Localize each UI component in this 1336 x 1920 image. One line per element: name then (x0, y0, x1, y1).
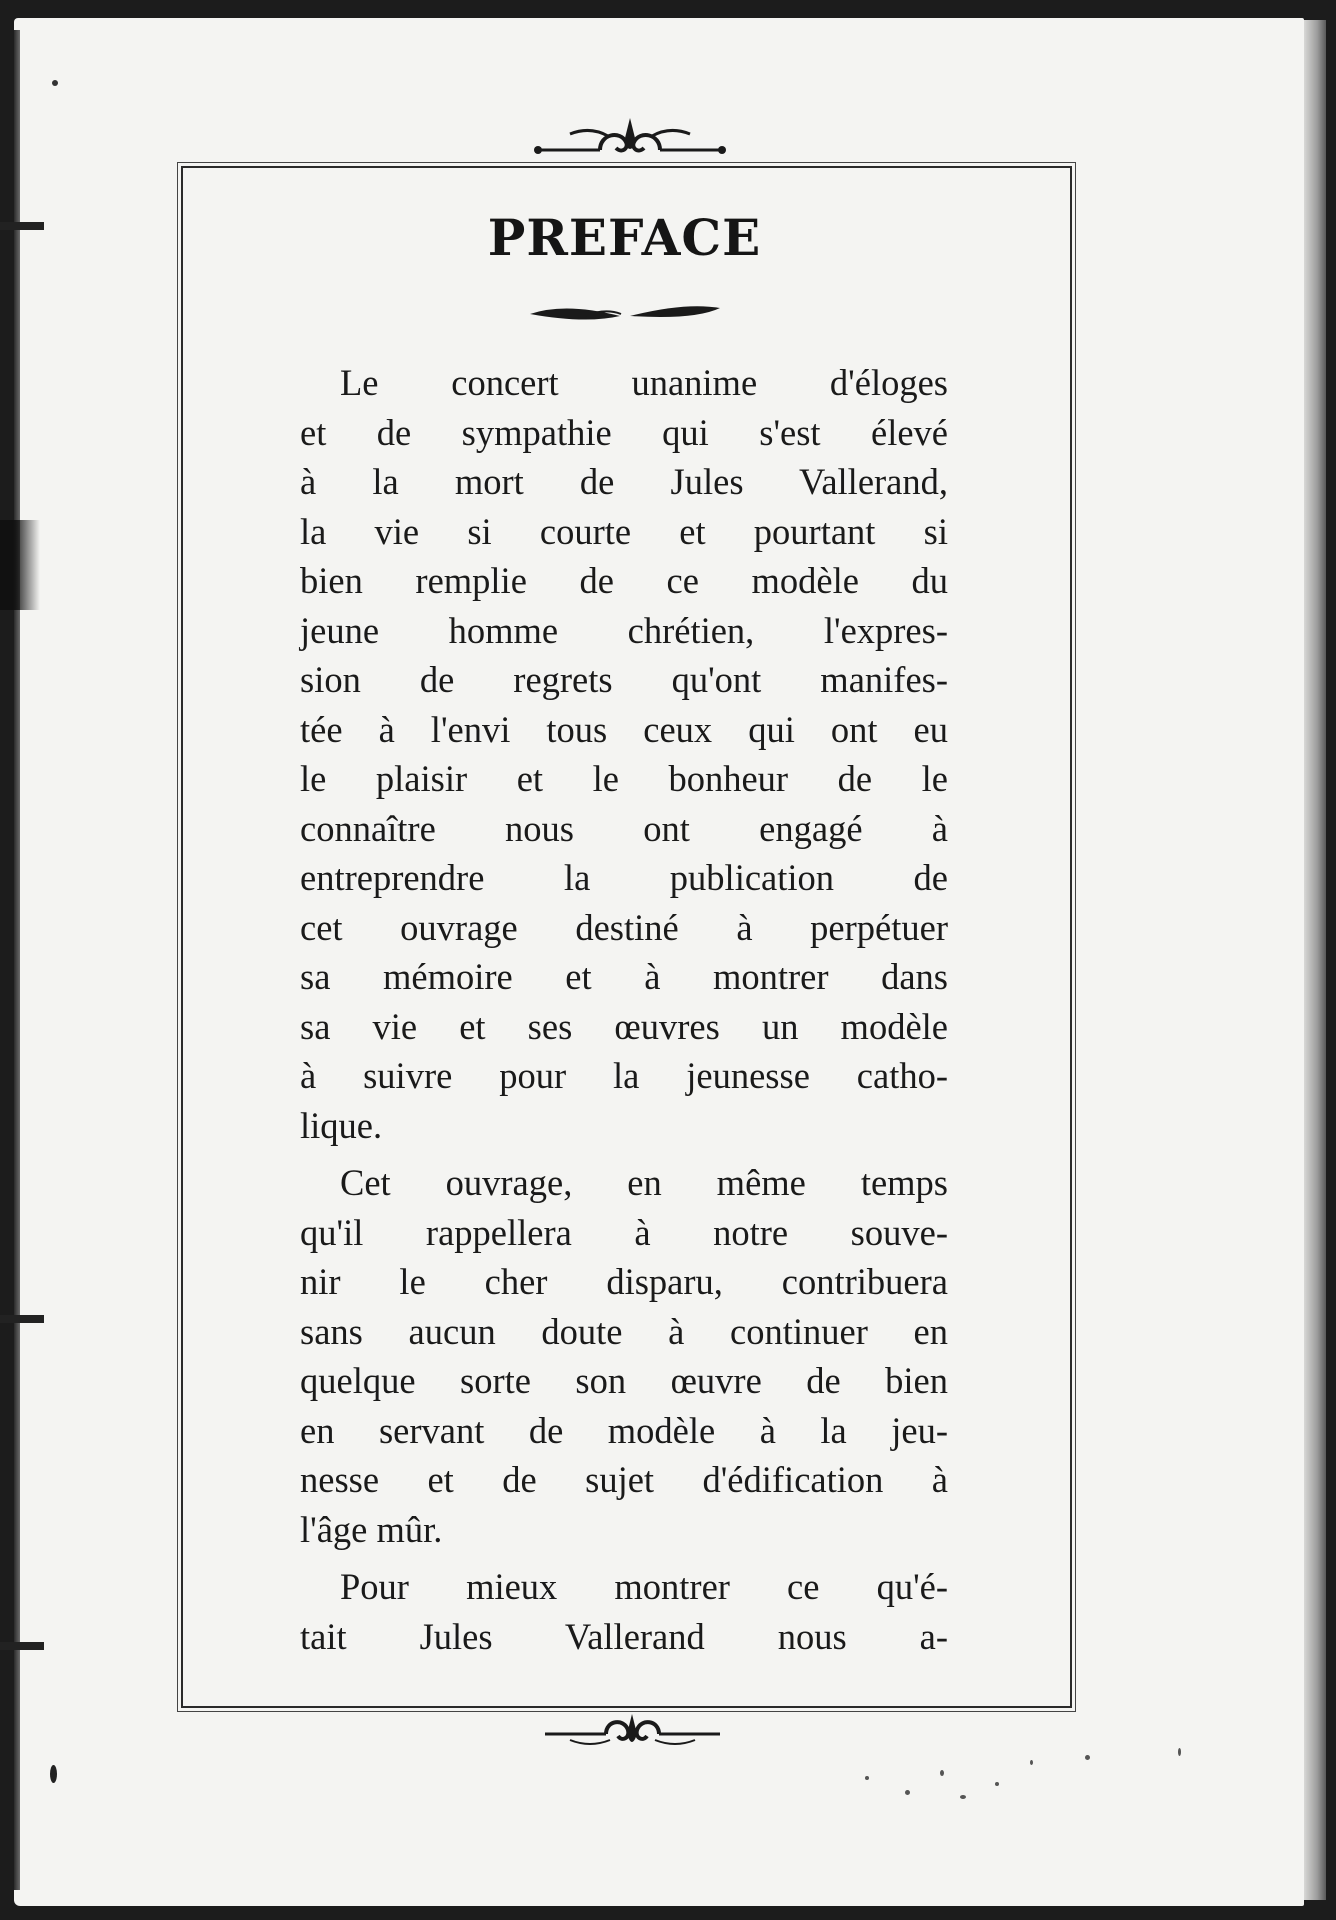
text-line: connaître nous ont engagé à (300, 807, 948, 849)
text-line: tée à l'envi tous ceux qui ont eu (300, 708, 948, 750)
text-line: qu'il rappellera à notre souve- (300, 1211, 948, 1253)
text-line: Pour mieux montrer ce qu'é- (340, 1566, 948, 1607)
text-line: nesse et de sujet d'édification à (300, 1459, 948, 1500)
text-line: sa mémoire et à montrer dans (300, 956, 948, 997)
text-line: l'âge mûr. (300, 1508, 443, 1550)
text-line: à suivre pour la jeunesse catho- (300, 1055, 948, 1096)
paragraph-2 (300, 1158, 948, 1554)
binding-edge (14, 30, 20, 1890)
text-line: quelque sorte son œuvre de bien (300, 1360, 948, 1401)
bottom-ornament-icon (540, 1710, 725, 1756)
paragraph-3 (300, 1562, 948, 1661)
text-line: nir le cher disparu, contribuera (300, 1261, 948, 1302)
text-line: sans aucun doute à continuer en (300, 1310, 948, 1352)
text-line: lique. (300, 1104, 383, 1146)
binding-stitch (0, 222, 44, 230)
text-line: sion de regrets qu'ont manifes- (300, 659, 948, 700)
page-edge (1304, 20, 1326, 1900)
text-line: la vie si courte et pourtant si (300, 510, 948, 552)
text-line: cet ouvrage destiné à perpétuer (300, 906, 948, 948)
preface-body (300, 358, 948, 1669)
text-line: sa vie et ses œuvres un modèle (300, 1005, 948, 1047)
text-line: et de sympathie qui s'est élevé (300, 411, 948, 453)
text-line: entreprendre la publication de (300, 857, 948, 898)
text-line: jeune homme chrétien, l'expres- (300, 609, 948, 651)
text-line: le plaisir et le bonheur de le (300, 758, 948, 799)
title-swash-ornament-icon (525, 298, 725, 328)
text-line: en servant de modèle à la jeu- (300, 1409, 948, 1451)
top-ornament-icon (530, 112, 730, 162)
page-title: PREFACE (487, 208, 762, 267)
text-line: bien remplie de ce modèle du (300, 560, 948, 601)
text-line: Le concert unanime d'éloges (340, 362, 948, 403)
binding-stitch (0, 1315, 44, 1323)
binding-stitch (0, 520, 40, 610)
text-line: tait Jules Vallerand nous a- (300, 1615, 948, 1657)
paragraph-1 (300, 358, 948, 1150)
text-line: Cet ouvrage, en même temps (340, 1162, 948, 1203)
binding-stitch (0, 1642, 44, 1650)
text-line: à la mort de Jules Vallerand, (300, 461, 948, 502)
